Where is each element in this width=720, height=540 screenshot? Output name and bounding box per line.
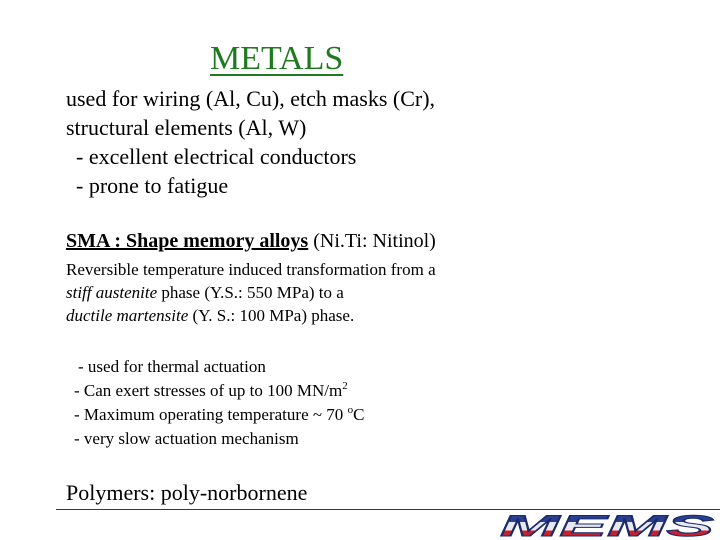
sma-heading — [66, 230, 436, 253]
intro-bullet-fatigue: - prone to fatigue — [76, 173, 229, 198]
mems-logo — [498, 512, 716, 538]
term-austenite: stiff austenite — [66, 283, 158, 302]
sma-description-line-1: Reversible temperature induced transformation from a — [66, 260, 436, 279]
bullet-stresses-text: - Can exert stresses of up to 100 MN/m — [74, 381, 343, 400]
austenite-detail: phase (Y.S.: 550 MPa) to a — [157, 283, 344, 302]
bullet-slow-actuation: - very slow actuation mechanism — [74, 429, 299, 448]
footer-divider — [56, 509, 720, 510]
intro-line-2: structural elements (Al, W) — [66, 115, 307, 140]
sma-heading-suffix: (Ni.Ti: Nitinol) — [308, 230, 436, 252]
sma-description-line-3 — [66, 304, 354, 327]
slide-title: METALS — [210, 40, 344, 77]
bullet-stresses — [74, 379, 348, 402]
bullet-thermal-actuation: - used for thermal actuation — [78, 357, 266, 376]
sma-heading-title: SMA : Shape memory alloys — [66, 230, 309, 252]
intro-line-1: used for wiring (Al, Cu), etch masks (Cr), — [66, 86, 436, 111]
martensite-detail: (Y. S.: 100 MPa) phase. — [188, 306, 355, 325]
bullet-max-temperature-unit: C — [353, 405, 365, 424]
degree-superscript: o — [347, 404, 354, 416]
sma-description-line-2 — [66, 281, 344, 304]
bullet-max-temperature — [74, 403, 364, 426]
mems-logo-text: MEMS — [500, 512, 714, 538]
intro-bullet-conductors: - excellent electrical conductors — [76, 144, 357, 169]
term-martensite: ductile martensite — [66, 306, 189, 325]
bullet-stresses-superscript: 2 — [342, 380, 348, 392]
bullet-max-temperature-text: - Maximum operating temperature ~ 70 — [74, 405, 348, 424]
polymers-line: Polymers: poly-norbornene — [66, 480, 308, 505]
